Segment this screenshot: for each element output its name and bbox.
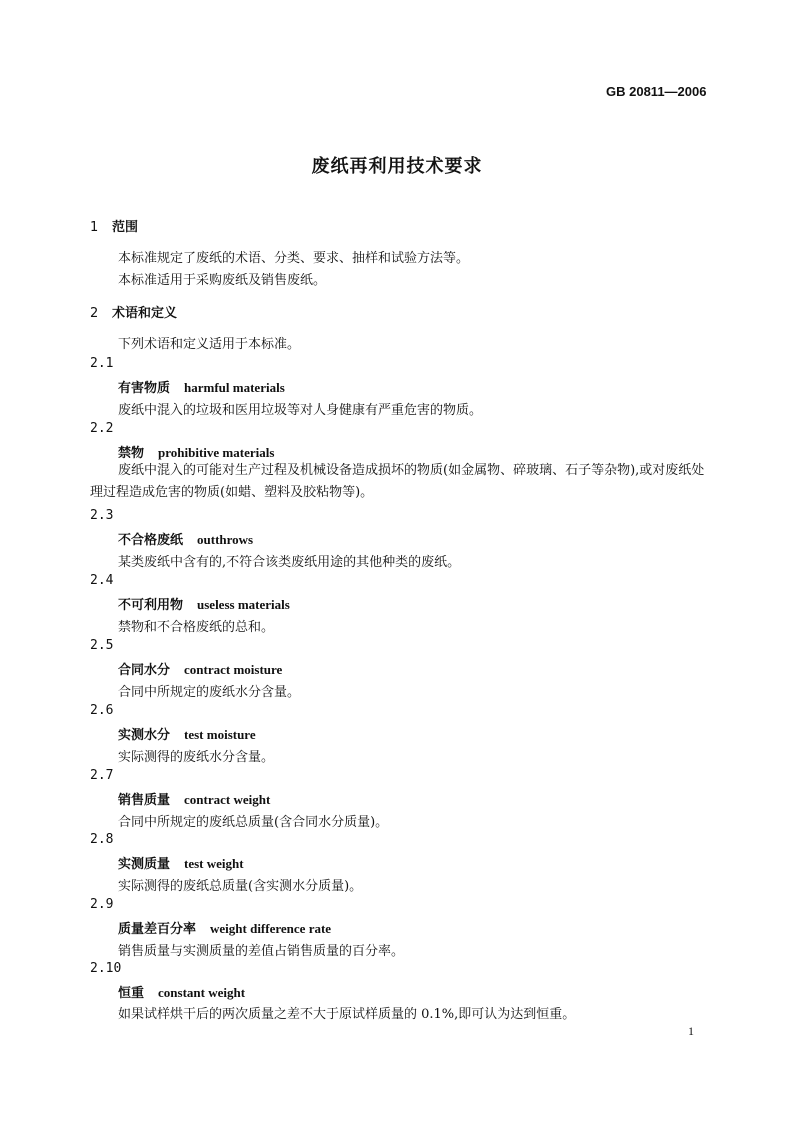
term-en: outthrows [197,532,254,547]
section-title: 范围 [112,220,139,235]
clause-number: 2.3 [90,508,114,523]
term-definition: 如果试样烘干后的两次质量之差不大于原试样质量的 0.1%,即可认为达到恒重。 [118,1007,576,1022]
document-title: 废纸再利用技术要求 [311,156,483,177]
section-heading-terms [90,302,177,321]
term-en: prohibitive materials [158,445,275,460]
term-definition: 禁物和不合格废纸的总和。 [118,620,275,635]
term-heading [118,982,245,1001]
clause-number: 2.1 [90,356,114,371]
term-heading [118,918,331,937]
term-heading [118,853,244,872]
term-heading [118,789,270,808]
term-zh: 销售质量 [118,793,171,808]
standard-number: GB 20811—2006 [606,84,707,99]
term-en: weight difference rate [210,921,332,936]
term-zh: 不合格废纸 [118,533,184,548]
clause-number: 2.5 [90,638,114,653]
term-en: constant weight [158,985,246,1000]
term-en: contract moisture [184,662,283,677]
clause-number: 2.8 [90,832,114,847]
term-zh: 恒重 [118,986,145,1001]
term-en: contract weight [184,792,271,807]
term-en: harmful materials [184,380,285,395]
term-definition: 合同中所规定的废纸水分含量。 [118,685,301,700]
clause-number: 2.9 [90,897,114,912]
section-title: 术语和定义 [112,306,178,321]
term-zh: 实测质量 [118,857,171,872]
term-zh: 禁物 [118,446,145,461]
term-definition: 某类废纸中含有的,不符合该类废纸用途的其他种类的废纸。 [118,555,461,570]
scope-paragraph-2: 本标准适用于采购废纸及销售废纸。 [118,273,327,288]
clause-number: 2.6 [90,703,114,718]
section-number: 1 [90,220,99,235]
clause-number: 2.2 [90,421,114,436]
term-en: test moisture [184,727,256,742]
section-heading-scope [90,216,138,235]
term-definition: 实际测得的废纸总质量(含实测水分质量)。 [118,879,363,894]
term-zh: 实测水分 [118,728,171,743]
term-zh: 不可利用物 [118,598,184,613]
clause-number: 2.10 [90,961,122,976]
term-definition: 废纸中混入的可能对生产过程及机械设备造成损坏的物质(如金属物、碎玻璃、石子等杂物),或对废纸处理过程造成危害的物质(如蜡、塑料及胶粘物等)。 [90,463,705,500]
term-en: useless materials [197,597,290,612]
term-zh: 质量差百分率 [118,922,197,937]
term-heading [118,724,256,743]
term-zh: 合同水分 [118,663,171,678]
term-definition: 销售质量与实测质量的差值占销售质量的百分率。 [118,944,405,959]
term-heading [118,594,290,613]
term-heading [118,659,282,678]
page-number: 1 [688,1024,694,1038]
term-definition: 废纸中混入的垃圾和医用垃圾等对人身健康有严重危害的物质。 [118,403,483,418]
term-definition: 合同中所规定的废纸总质量(含合同水分质量)。 [118,815,389,830]
term-heading [118,442,274,461]
clause-number: 2.4 [90,573,114,588]
scope-paragraph-1: 本标准规定了废纸的术语、分类、要求、抽样和试验方法等。 [118,251,470,266]
term-definition: 实际测得的废纸水分含量。 [118,750,275,765]
term-en: test weight [184,856,244,871]
terms-intro: 下列术语和定义适用于本标准。 [118,337,301,352]
term-zh: 有害物质 [118,381,171,396]
term-heading [118,529,253,548]
term-heading [118,377,285,396]
section-number: 2 [90,306,99,321]
clause-number: 2.7 [90,768,114,783]
